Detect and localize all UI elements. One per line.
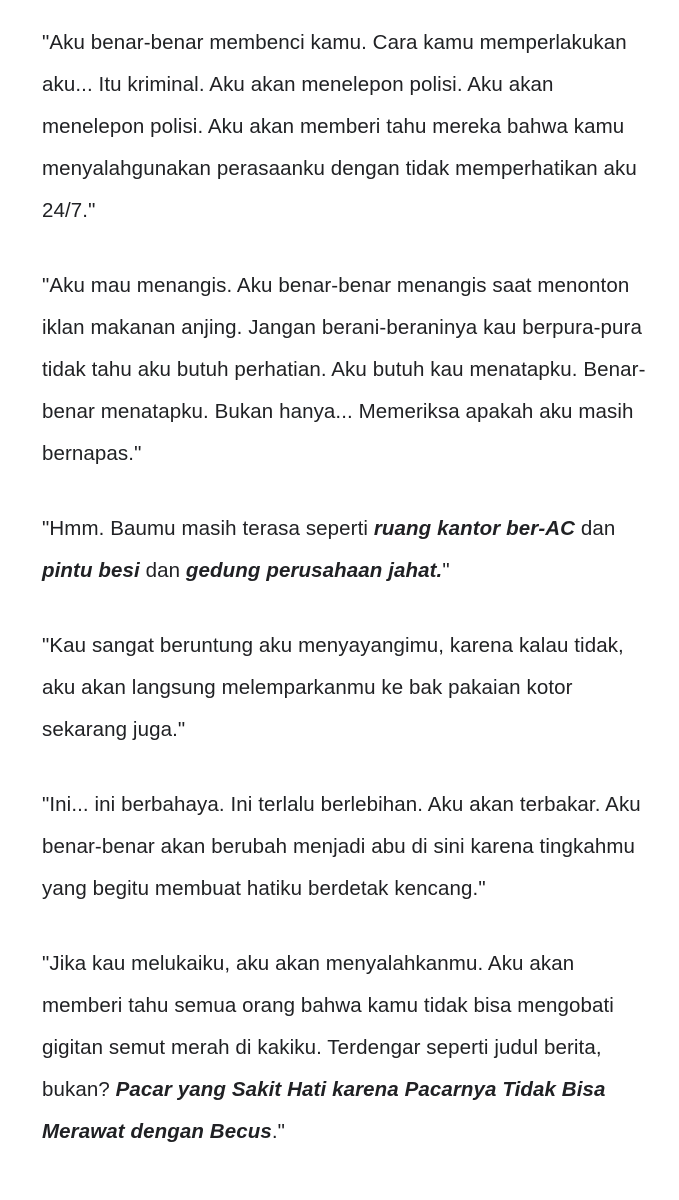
emphasis-text: Pacar yang Sakit Hati karena Pacarnya Tidak Bisa Merawat dengan Becus: [42, 1078, 606, 1143]
paragraph-text: dan: [139, 559, 186, 582]
paragraph: [42, 625, 649, 751]
paragraph-text: "Jika kau melukaiku, aku akan menyalahkanmu. Aku akan memberi tahu semua orang bahwa kamu tidak bisa mengobati gigitan semut merah di kakiku. Terdengar seperti judul berita, bukan?: [42, 952, 614, 1101]
paragraph: [42, 784, 649, 910]
paragraph-text: .": [271, 1120, 286, 1143]
paragraph-text: dan: [575, 517, 616, 540]
paragraph-text: "Hmm. Baumu masih terasa seperti: [42, 517, 374, 540]
emphasis-text: pintu besi: [42, 559, 140, 582]
paragraph: [42, 22, 649, 232]
emphasis-text: gedung perusahaan jahat.: [185, 559, 443, 582]
paragraph-text: "Ini... ini berbahaya. Ini terlalu berlebihan. Aku akan terbakar. Aku benar-benar akan berubah menjadi abu di sini karena tingkahmu yang begitu membuat hatiku berdetak kencang.": [42, 793, 641, 900]
paragraph: [42, 508, 649, 592]
paragraph: [42, 943, 649, 1153]
emphasis-text: ruang kantor ber-AC: [373, 517, 576, 540]
paragraph-text: "Kau sangat beruntung aku menyayangimu, karena kalau tidak, aku akan langsung melemparkanmu ke bak pakaian kotor sekarang juga.": [42, 634, 624, 741]
paragraph-text: "Aku mau menangis. Aku benar-benar menangis saat menonton iklan makanan anjing. Jangan berani-beraninya kau berpura-pura tidak tahu aku butuh perhatian. Aku butuh kau menatapku. Benar-benar menatapku. Bukan hanya... Memeriksa apakah aku masih bernapas.": [42, 274, 646, 465]
paragraph-text: ": [442, 559, 450, 582]
paragraph-text: "Aku benar-benar membenci kamu. Cara kamu memperlakukan aku... Itu kriminal. Aku akan menelepon polisi. Aku akan menelepon polisi. Aku akan memberi tahu mereka bahwa kamu menyalahgunakan perasaanku dengan tidak memperhatikan aku 24/7.": [42, 31, 637, 222]
paragraph: [42, 265, 649, 475]
